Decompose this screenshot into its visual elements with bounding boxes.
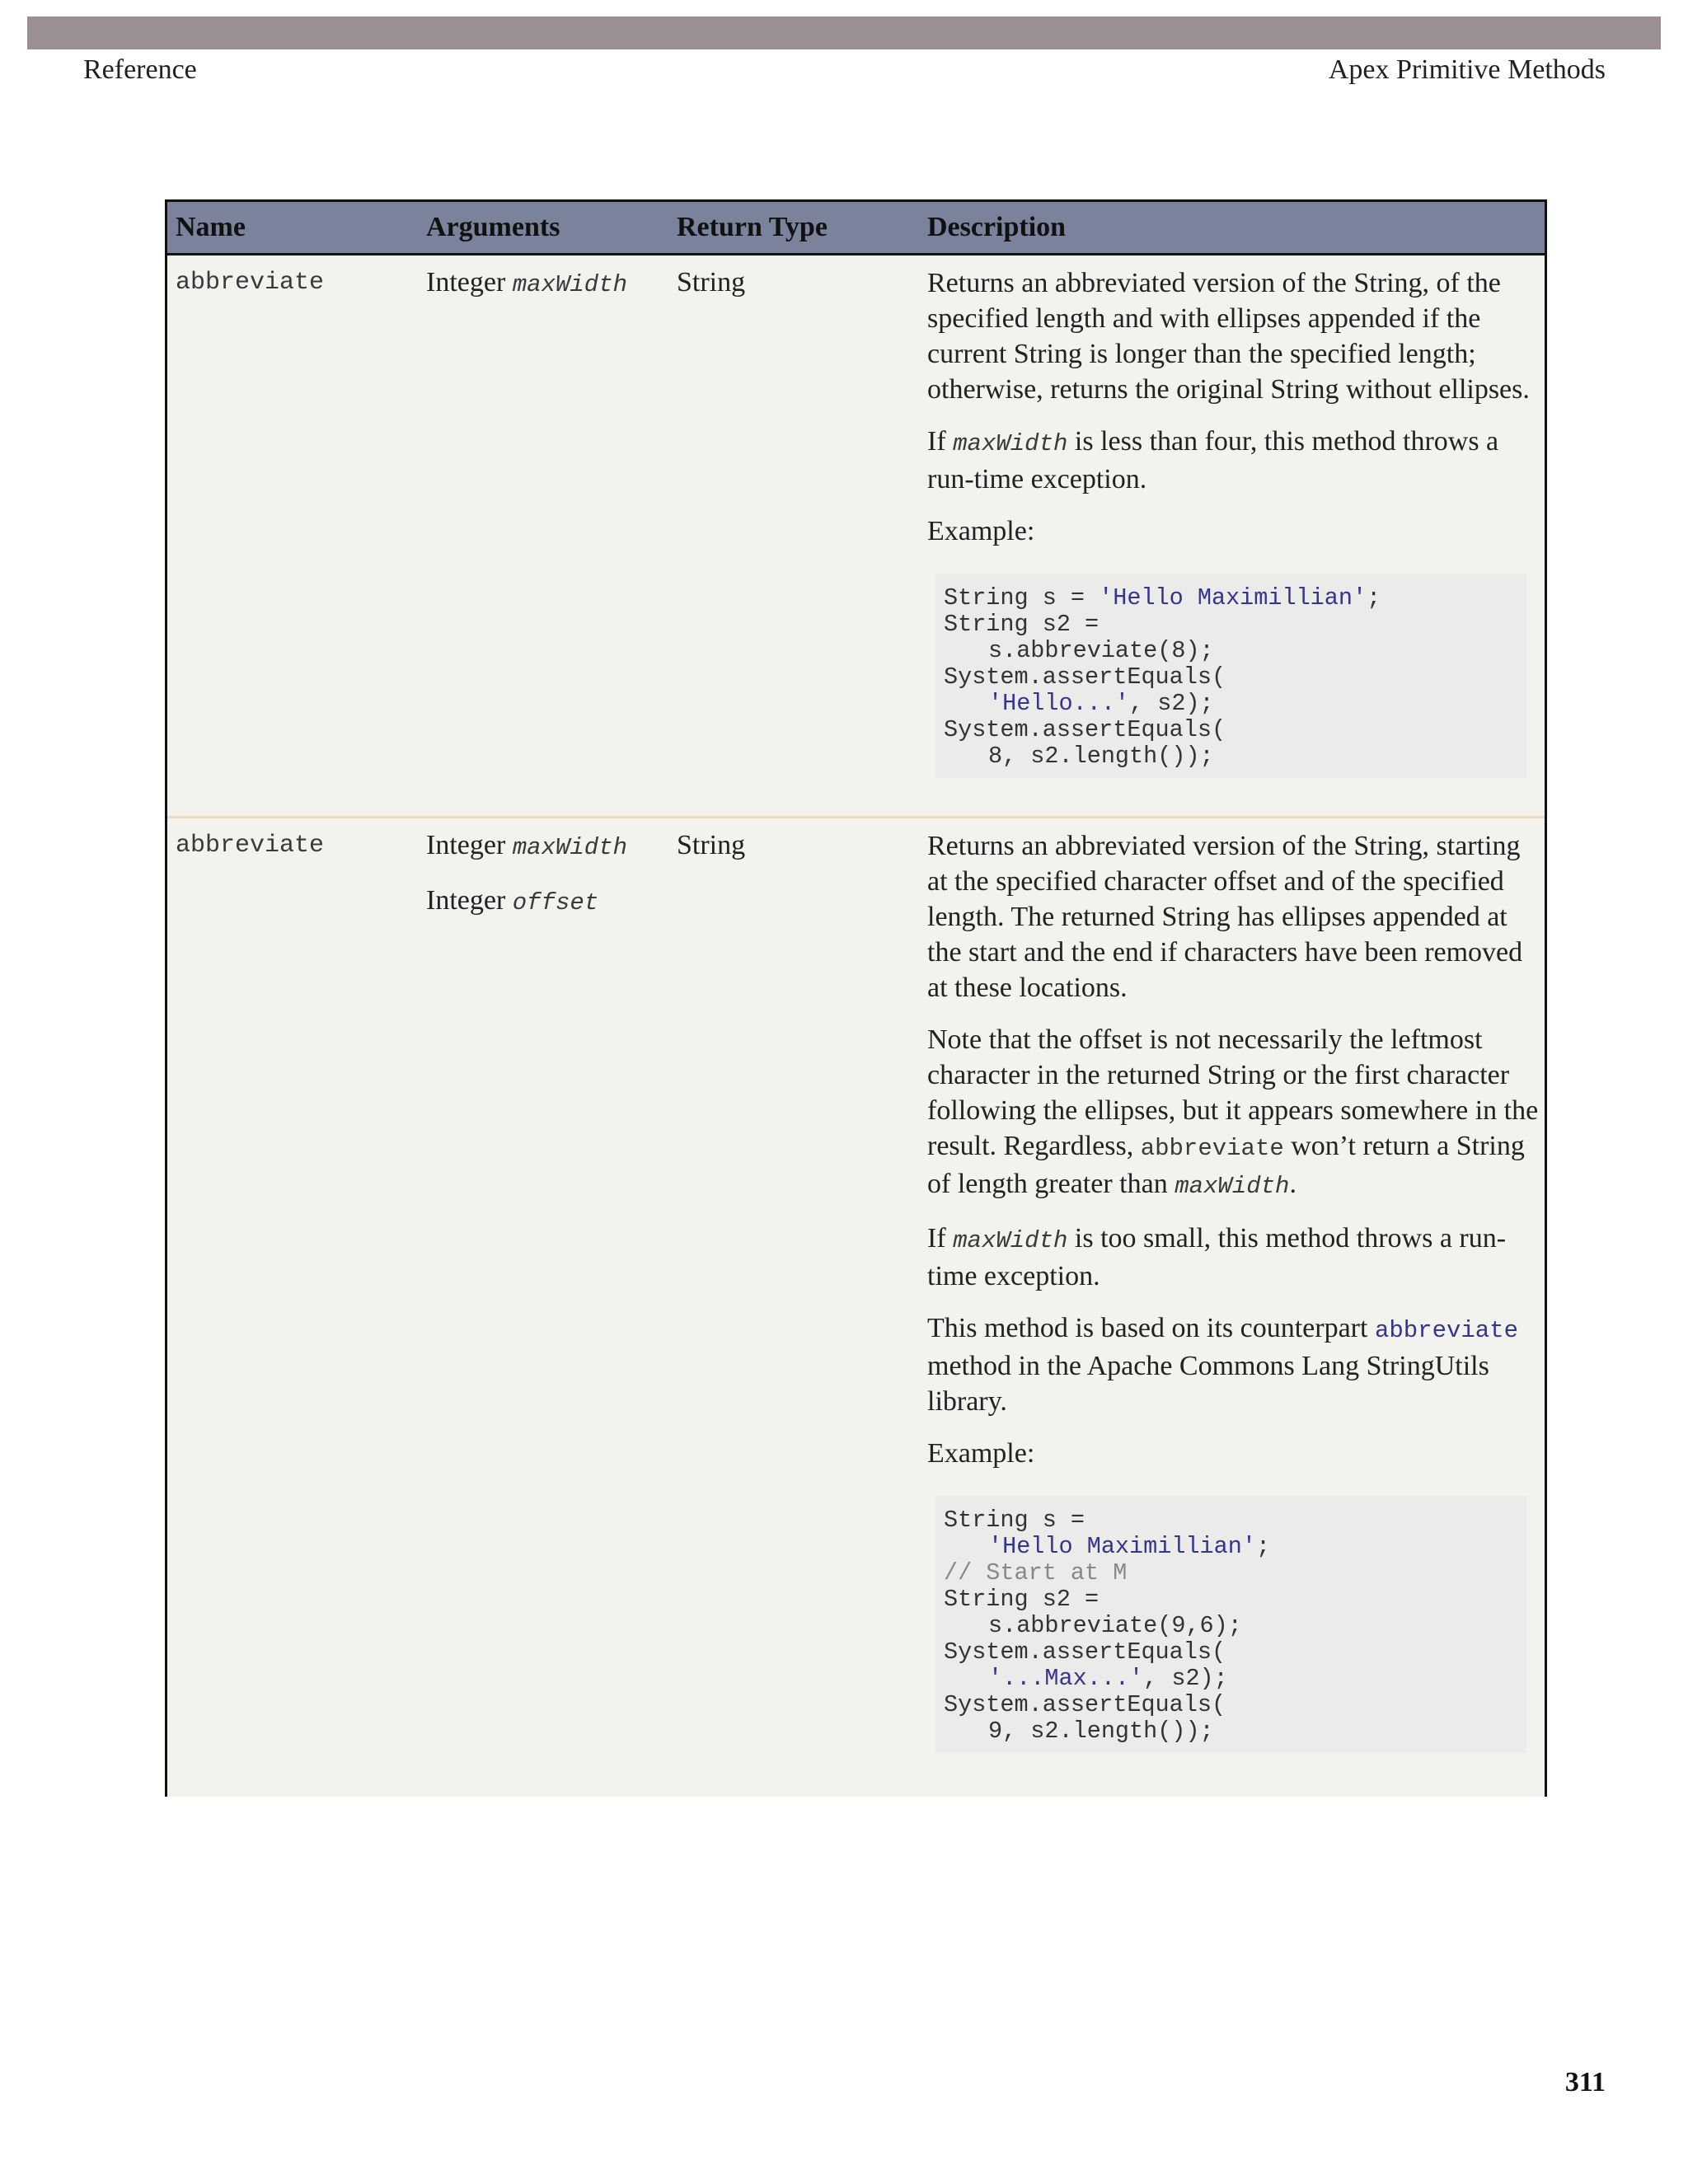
page-number: 311 [1564,2067,1606,2097]
argument-type: Integer [426,830,506,860]
inline-variable: maxWidth [953,430,1068,457]
description-paragraph: Returns an abbreviated version of the String, of the specified length and with ellipses appended if the current String is longer than the specified length; otherwise, returns the original String without ellipses. [927,268,1530,405]
table-row [167,255,1545,818]
header-arguments: Arguments [426,212,560,242]
description-paragraph: Returns an abbreviated version of the String, starting at the specified character offset and of the specified length. The returned String has ellipses appended at the start and the end if characters have been removed at these locations. [927,831,1523,1003]
abbreviate-link[interactable]: abbreviate [1374,1317,1518,1344]
return-type: String [677,830,746,860]
argument [426,883,668,921]
methods-table [165,199,1547,1797]
table-row [167,818,1545,1763]
header-return-type: Return Type [677,212,828,242]
argument-name: maxWidth [512,271,628,298]
argument [426,265,668,302]
description [919,255,1545,788]
argument-name: maxWidth [512,834,628,861]
header-description: Description [927,212,1067,242]
description [919,818,1545,1763]
description-paragraph: This method is based on its counterpart abbreviate method in the Apache Commons Lang StringUtils library. [927,1313,1518,1417]
description-paragraph: Note that the offset is not necessarily the leftmost character in the returned String or the first character following the ellipses, but it appears somewhere in the result. Regardless, abbreviate won’t return a String of length greater than maxWidth. [927,1024,1539,1200]
argument-type: Integer [426,267,506,298]
running-header-right: Apex Primitive Methods [1328,54,1606,85]
inline-code: abbreviate [1140,1135,1284,1162]
running-header-left: Reference [83,54,197,85]
top-color-bar [27,16,1661,49]
example-label: Example: [927,516,1035,546]
table-header [167,202,1545,255]
header-name: Name [176,212,246,242]
method-name: abbreviate [176,269,325,297]
argument-type: Integer [426,885,506,916]
argument-name: offset [512,889,599,916]
code-example: String s = 'Hello Maximillian'; String s2 = s.abbreviate(8); System.assertEquals( 'Hello...', s2); System.assertEquals( 8, s2.length()); [935,574,1526,778]
inline-variable: maxWidth [953,1227,1068,1254]
inline-variable: maxWidth [1175,1173,1290,1200]
code-example: String s = 'Hello Maximillian'; // Start at M String s2 = s.abbreviate(9,6); System.assertEquals( '...Max...', s2); System.assertEquals( 9, s2.length()); [935,1496,1526,1753]
description-paragraph: If maxWidth is too small, this method throws a run-time exception. [927,1223,1507,1291]
return-type: String [677,267,746,298]
example-label: Example: [927,1438,1035,1469]
description-paragraph: If maxWidth is less than four, this method throws a run-time exception. [927,426,1499,494]
argument [426,828,668,865]
method-name: abbreviate [176,832,325,860]
